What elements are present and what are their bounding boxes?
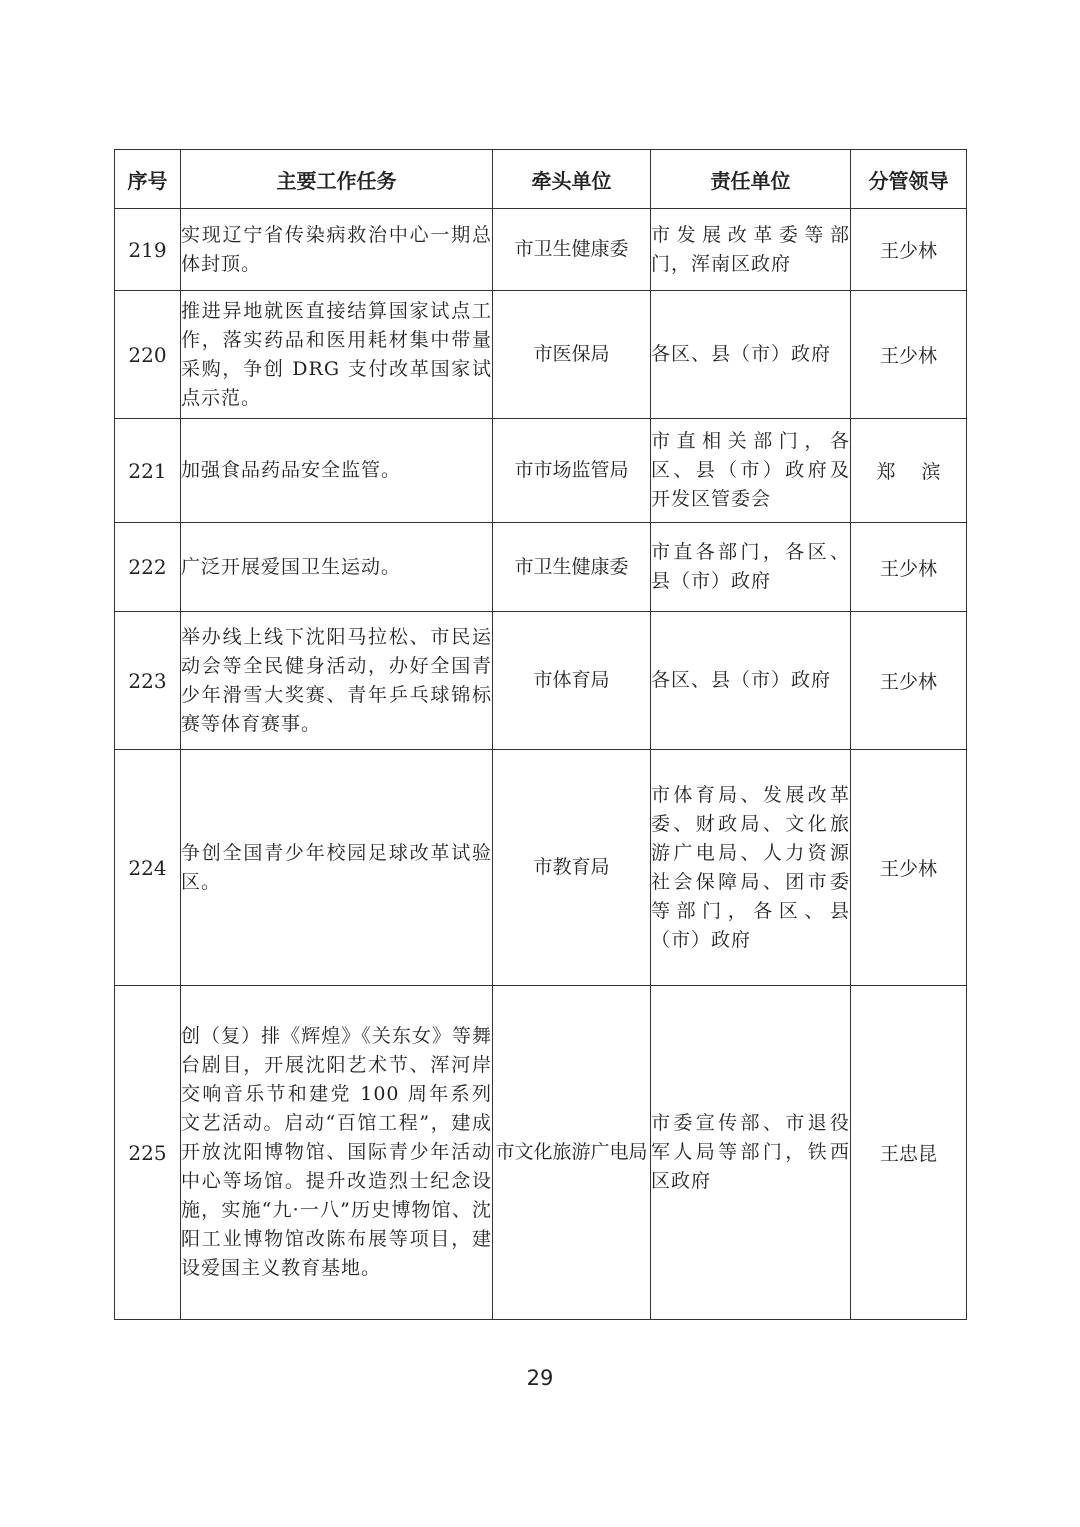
row-lead-unit: 市医保局 bbox=[493, 291, 651, 419]
table-row bbox=[115, 209, 967, 291]
row-task: 创（复）排《辉煌》《关东女》等舞台剧目，开展沈阳艺术节、浑河岸交响音乐节和建党 100 周年系列文艺活动。启动“百馆工程”，建成开放沈阳博物馆、国际青少年活动中心等场馆。提升改造烈士纪念设施，实施“九·一八”历史博物馆、沈阳工业博物馆改陈布展等项目，建设爱国主义教育基地。 bbox=[181, 986, 493, 1320]
row-lead-unit: 市卫生健康委 bbox=[493, 209, 651, 291]
header-responsible-unit: 责任单位 bbox=[651, 150, 851, 209]
row-seq: 222 bbox=[115, 523, 181, 612]
header-lead-unit: 牵头单位 bbox=[493, 150, 651, 209]
row-leader: 王少林 bbox=[851, 750, 967, 986]
row-task: 争创全国青少年校园足球改革试验区。 bbox=[181, 750, 493, 986]
row-task: 举办线上线下沈阳马拉松、市民运动会等全民健身活动，办好全国青少年滑雪大奖赛、青年乒乓球锦标赛等体育赛事。 bbox=[181, 612, 493, 750]
row-lead-unit: 市卫生健康委 bbox=[493, 523, 651, 612]
row-task: 加强食品药品安全监管。 bbox=[181, 419, 493, 523]
row-responsible-unit: 市直相关部门，各区、县（市）政府及开发区管委会 bbox=[651, 419, 851, 523]
row-responsible-unit: 市体育局、发展改革委、财政局、文化旅游广电局、人力资源社会保障局、团市委等部门，各区、县（市）政府 bbox=[651, 750, 851, 986]
row-seq: 225 bbox=[115, 986, 181, 1320]
row-responsible-unit: 各区、县（市）政府 bbox=[651, 612, 851, 750]
row-lead-unit: 市文化旅游广电局 bbox=[493, 986, 651, 1320]
header-leader: 分管领导 bbox=[851, 150, 967, 209]
row-seq: 220 bbox=[115, 291, 181, 419]
row-leader: 王少林 bbox=[851, 209, 967, 291]
row-lead-unit: 市教育局 bbox=[493, 750, 651, 986]
row-lead-unit: 市体育局 bbox=[493, 612, 651, 750]
row-task: 实现辽宁省传染病救治中心一期总体封顶。 bbox=[181, 209, 493, 291]
header-row bbox=[115, 150, 967, 209]
row-task: 推进异地就医直接结算国家试点工作，落实药品和医用耗材集中带量采购，争创 DRG 支付改革国家试点示范。 bbox=[181, 291, 493, 419]
header-task: 主要工作任务 bbox=[181, 150, 493, 209]
row-seq: 219 bbox=[115, 209, 181, 291]
table-row bbox=[115, 419, 967, 523]
table-row bbox=[115, 986, 967, 1320]
row-leader: 王忠昆 bbox=[851, 986, 967, 1320]
table-row bbox=[115, 523, 967, 612]
row-leader: 王少林 bbox=[851, 523, 967, 612]
row-seq: 223 bbox=[115, 612, 181, 750]
header-seq: 序号 bbox=[115, 150, 181, 209]
table-row bbox=[115, 291, 967, 419]
row-responsible-unit: 市发展改革委等部门，浑南区政府 bbox=[651, 209, 851, 291]
row-responsible-unit: 市委宣传部、市退役军人局等部门，铁西区政府 bbox=[651, 986, 851, 1320]
row-task: 广泛开展爱国卫生运动。 bbox=[181, 523, 493, 612]
row-responsible-unit: 各区、县（市）政府 bbox=[651, 291, 851, 419]
row-leader: 王少林 bbox=[851, 612, 967, 750]
task-table bbox=[114, 149, 967, 1320]
row-seq: 224 bbox=[115, 750, 181, 986]
row-leader: 王少林 bbox=[851, 291, 967, 419]
row-seq: 221 bbox=[115, 419, 181, 523]
row-leader: 郑滨 bbox=[851, 419, 967, 523]
page-number: 29 bbox=[526, 1366, 554, 1390]
row-lead-unit: 市市场监管局 bbox=[493, 419, 651, 523]
row-responsible-unit: 市直各部门，各区、县（市）政府 bbox=[651, 523, 851, 612]
table-row bbox=[115, 750, 967, 986]
table-row bbox=[115, 612, 967, 750]
